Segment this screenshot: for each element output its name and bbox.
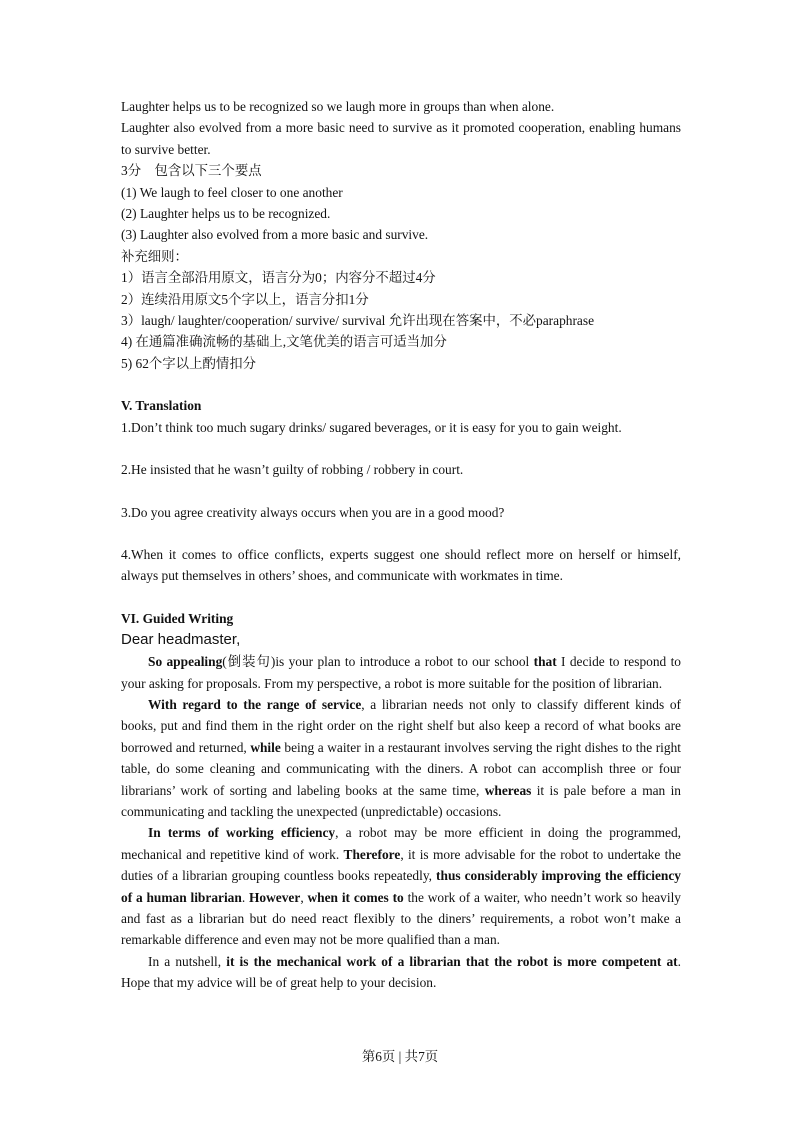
essay-paragraph-1 bbox=[121, 651, 681, 694]
document-page bbox=[121, 96, 681, 994]
translation-item: 4.When it comes to office conflicts, experts suggest one should reflect more on herself or himself, always put themselves in others’ shoes, and communicate with workmates in time. bbox=[121, 546, 681, 584]
text-run: the work of a waiter, who needn’t work so heavily and fast as a librarian but do need react flexibly to the diners’ requirements, a robot won’t make a remarkable difference and even may not be more qualified than a man. bbox=[121, 889, 681, 948]
text-run: , it is more advisable for the robot to undertake the duties of a librarian grouping countless books repeatedly, bbox=[121, 846, 681, 884]
text-run: , a robot may be more efficient in doing the programmed, mechanical and repetitive kind of work. bbox=[121, 825, 681, 862]
translation-item: 2.He insisted that he wasn’t guilty of robbing / robbery in court. bbox=[121, 462, 464, 478]
point-item: (2) Laughter helps us to be recognized. bbox=[121, 206, 331, 222]
bold-phrase: So appealing bbox=[148, 654, 223, 670]
rule-item: 5) 62个字以上酌情扣分 bbox=[121, 355, 257, 371]
text-run: (倒装句)is your plan to introduce a robot to our school bbox=[222, 654, 534, 670]
salutation: Dear headmaster, bbox=[121, 631, 241, 649]
essay-paragraph-2 bbox=[121, 694, 681, 822]
text-run: being a waiter in a restaurant involves serving the right dishes to the right table, do some cleaning and communicating with the diners. A robot can accomplish three or four librarians’ work of sorting and labeling books at the same time, bbox=[121, 739, 682, 798]
translation-item: 3.Do you agree creativity always occurs when you are in a good mood? bbox=[121, 504, 505, 520]
writing-heading: VI. Guided Writing bbox=[121, 610, 234, 626]
bold-phrase: when it comes to bbox=[307, 889, 404, 905]
bold-phrase: However bbox=[249, 889, 301, 905]
bold-phrase: With regard to the range of service bbox=[148, 696, 362, 712]
bold-phrase: that bbox=[533, 654, 557, 670]
essay-paragraph-3 bbox=[121, 822, 681, 950]
bold-phrase: thus considerably improving the efficiency of a human librarian bbox=[121, 868, 681, 905]
translation-heading: V. Translation bbox=[121, 398, 202, 414]
summary-line: Laughter helps us to be recognized so we laugh more in groups than when alone. bbox=[121, 99, 555, 114]
point-item: (1) We laugh to feel closer to one another bbox=[121, 184, 343, 200]
rule-item: 3）laugh/ laughter/cooperation/ survive/ survival 允许出现在答案中，不必paraphrase bbox=[121, 313, 595, 329]
score-heading: 3分 包含以下三个要点 bbox=[121, 163, 262, 179]
bold-phrase: while bbox=[250, 739, 281, 755]
text-run: , a librarian needs not only to classify different kinds of books, put and find them in the right order on the right shelf but also keep a record of what books are borrowed and returned, bbox=[121, 696, 681, 755]
essay-paragraph-4 bbox=[121, 951, 681, 994]
bold-phrase: whereas bbox=[484, 782, 532, 798]
rule-item: 2）连续沿用原文5个字以上，语言分扣1分 bbox=[121, 291, 369, 307]
translation-item: 1.Don’t think too much sugary drinks/ sugared beverages, or it is easy for you to gain weight. bbox=[121, 419, 622, 435]
bold-phrase: it is the mechanical work of a librarian that the robot is more competent at bbox=[226, 953, 678, 969]
point-item: (3) Laughter also evolved from a more basic and survive. bbox=[121, 227, 429, 243]
bold-phrase: In terms of working efficiency bbox=[148, 825, 336, 841]
page-number: 第6页 | 共7页 bbox=[361, 1049, 439, 1064]
text-run: . bbox=[241, 889, 250, 905]
summary-line: Laughter also evolved from a more basic need to survive as it promoted cooperation, enabling humans to survive better. bbox=[121, 120, 681, 157]
rule-item: 4) 在通篇准确流畅的基础上,文笔优美的语言可适当加分 bbox=[121, 334, 447, 350]
text-run: , bbox=[300, 889, 308, 905]
text-run: it is pale before a man in communicating and tackling the unexpected (unpredictable) occasions. bbox=[121, 782, 682, 819]
rules-heading: 补充细则： bbox=[121, 248, 188, 264]
rule-item: 1）语言全部沿用原文，语言分为0；内容分不超过4分 bbox=[121, 270, 436, 286]
bold-phrase: Therefore bbox=[343, 846, 401, 862]
text-run: . Hope that my advice will be of great help to your decision. bbox=[121, 953, 681, 991]
text-run: I decide to respond to your asking for proposals. From my perspective, a robot is more suitable for the position of librarian. bbox=[121, 654, 681, 691]
text-run: In a nutshell, bbox=[148, 953, 227, 969]
